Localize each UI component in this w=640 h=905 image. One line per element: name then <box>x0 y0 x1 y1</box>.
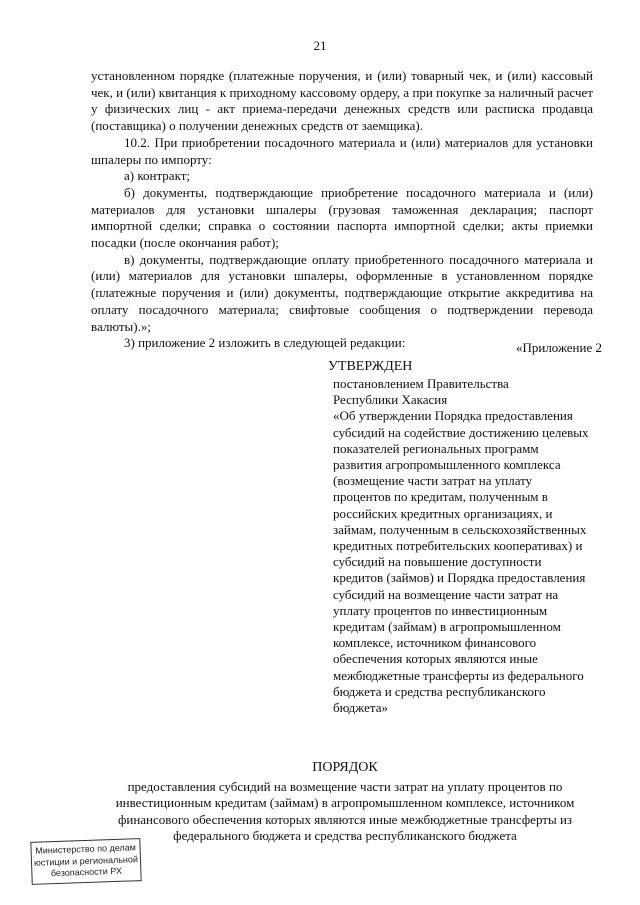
paragraph-10-2: 10.2. При приобретении посадочного материала и (или) материалов для установки шпалеры по импорту: <box>91 134 593 167</box>
paragraph-continuation: установленном порядке (платежные поручения, и (или) товарный чек, и (или) кассовый чек, и (или) квитанция к приходному кассовому ордеру, а при покупке за наличный расчет у физических лиц - акт приема-передачи денежных средств или расписка продавца (поставщика) о получении денежных средств от заемщика). <box>91 68 593 134</box>
page-number: 21 <box>313 38 327 53</box>
paragraph-item-b: б) документы, подтверждающие приобретение посадочного материала и (или) материалов для установки шпалеры (грузовая таможенная декларация; паспорт импортной сделки; справка о состоянии паспорта импортной сделки; акты приемки посадки (после окончания работ); <box>91 184 593 251</box>
stamp-line-3: безопасности РХ <box>50 865 123 879</box>
approval-heading: УТВЕРЖДЕН <box>328 359 413 374</box>
order-title: ПОРЯДОК <box>312 760 378 775</box>
paragraph-item-a: а) контракт; <box>124 168 191 184</box>
ministry-stamp <box>30 838 141 884</box>
stamp-line-2: юстиции и региональной <box>33 853 139 868</box>
approval-line-1: постановлением Правительства <box>333 376 509 391</box>
order-text: предоставления субсидий на возмещение части затрат на уплату процентов по инвестиционным кредитам (займам) в агропромышленном комплексе, источником финансового обеспечения которых являются иные межбюджетные трансферты из федерального бюджета и средства республиканского бюджета <box>115 778 575 843</box>
approval-text: «Об утверждении Порядка предоставления субсидий на содействие достижению целевых показателей региональных программ развития агропромышленного комплекса (возмещение части затрат на уплату процентов по кредитам, полученным в российских кредитных организациях, и займам, полученным в сельскохозяйственных кредитных потребительских кооперативах) и субсидий на повышение доступности кредитов (займов) и Порядка предоставления субсидий на возмещение части затрат на уплату процентов по инвестиционным кредитам (займам) в агропромышленном комплексе, источником финансового обеспечения которых являются иные межбюджетные трансферты из федерального бюджета и средства республиканского бюджета» <box>333 408 589 716</box>
order-block <box>90 760 600 845</box>
paragraph-item-3: 3) приложение 2 изложить в следующей редакции: <box>124 335 406 351</box>
body-text <box>91 68 593 352</box>
approval-line-2: Республики Хакасия <box>333 392 448 408</box>
paragraph-item-v: в) документы, подтверждающие оплату приобретенного посадочного материала и (или) материалов для установки шпалеры, оформленные в установленном порядке (платежные поручения и (или) документы, подтверждающие открытие аккредитива на оплату посадочного материала; свифтовые сообщения о подтверждении перевода валюты).»; <box>91 251 593 334</box>
approval-block <box>328 358 589 716</box>
stamp-line-1: Министерство по делам <box>35 842 137 856</box>
appendix-label: «Приложение 2 <box>515 340 602 355</box>
